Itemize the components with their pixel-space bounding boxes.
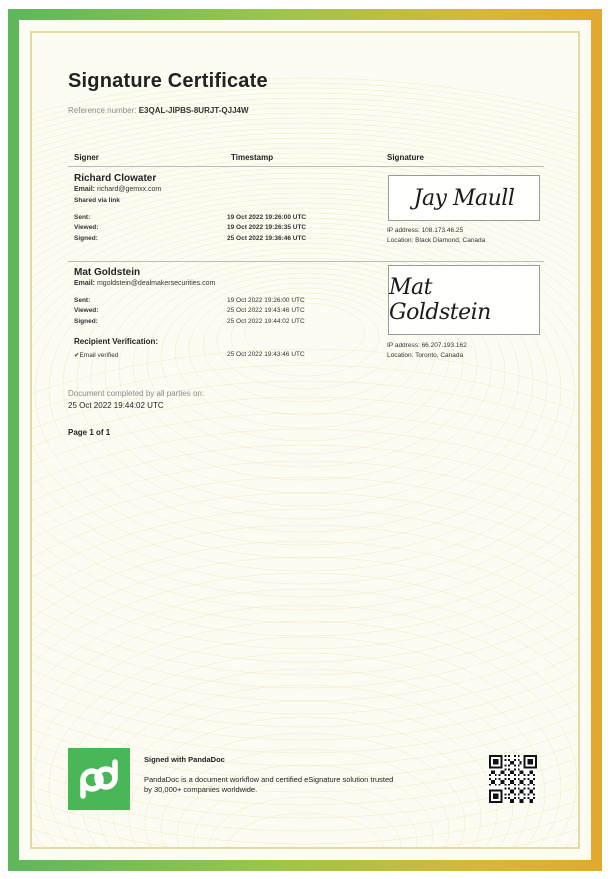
page-title: Signature Certificate — [68, 70, 268, 92]
pandadoc-logo-icon — [68, 748, 130, 810]
signed-timestamp: 25 Oct 2022 19:44:02 UTC — [227, 318, 305, 325]
qr-code-icon — [489, 755, 537, 803]
viewed-timestamp: 25 Oct 2022 19:43:46 UTC — [227, 307, 305, 314]
pandadoc-description: PandaDoc is a document workflow and certified eSignature solution trusted by 30,000+ companies worldwide. — [144, 775, 394, 794]
header-signer: Signer — [74, 153, 99, 162]
reference-label: Reference number: — [68, 106, 137, 115]
header-divider — [68, 166, 544, 167]
recipient-verification-heading: Recipient Verification: — [74, 337, 159, 346]
completed-value: 25 Oct 2022 19:44:02 UTC — [68, 401, 164, 410]
email-value: richard@gemxx.com — [96, 186, 162, 193]
page-number: Page 1 of 1 — [68, 428, 111, 437]
signed-label: Signed: — [74, 235, 98, 242]
email-label: Email: — [74, 186, 96, 193]
signer-name: Mat Goldstein — [74, 267, 141, 278]
viewed-timestamp: 19 Oct 2022 19:26:35 UTC — [227, 224, 307, 231]
sent-label: Sent: — [74, 214, 91, 221]
viewed-label: Viewed: — [74, 307, 99, 314]
completed-label: Document completed by all parties on: — [68, 389, 205, 398]
signer-email — [74, 280, 215, 287]
signature-image: Jay Maull — [413, 185, 515, 211]
signed-timestamp: 25 Oct 2022 19:36:46 UTC — [227, 235, 307, 242]
email-verified: ✔Email verified — [74, 352, 119, 359]
signature-box — [388, 175, 540, 221]
signer-email — [74, 186, 161, 193]
signature-image: Mat Goldstein — [389, 275, 491, 325]
location: Location: Black Diamond, Canada — [387, 237, 486, 244]
shared-via-link: Shared via link — [74, 197, 120, 204]
signed-with-heading: Signed with PandaDoc — [144, 755, 225, 764]
email-label: Email: — [74, 280, 96, 287]
verification-timestamp: 25 Oct 2022 19:43:46 UTC — [227, 351, 305, 358]
signer-name: Richard Clowater — [74, 173, 157, 184]
email-value: mgoldstein@dealmakersecurities.com — [96, 280, 216, 287]
viewed-label: Viewed: — [74, 224, 99, 231]
reference-value: E3QAL-JIPBS-8URJT-QJJ4W — [138, 106, 249, 115]
sent-label: Sent: — [74, 297, 91, 304]
reference-number — [68, 106, 249, 115]
signed-label: Signed: — [74, 318, 98, 325]
location: Location: Toronto, Canada — [387, 352, 464, 359]
sent-timestamp: 19 Oct 2022 19:26:00 UTC — [227, 214, 307, 221]
header-timestamp: Timestamp — [231, 153, 274, 162]
signature-box — [388, 265, 540, 335]
sent-timestamp: 19 Oct 2022 19:26:00 UTC — [227, 297, 305, 304]
ip-address: IP address: 108.173.46.25 — [387, 227, 464, 234]
ip-address: IP address: 66.207.193.162 — [387, 342, 467, 349]
header-signature: Signature — [387, 153, 424, 162]
row-divider — [68, 261, 544, 262]
